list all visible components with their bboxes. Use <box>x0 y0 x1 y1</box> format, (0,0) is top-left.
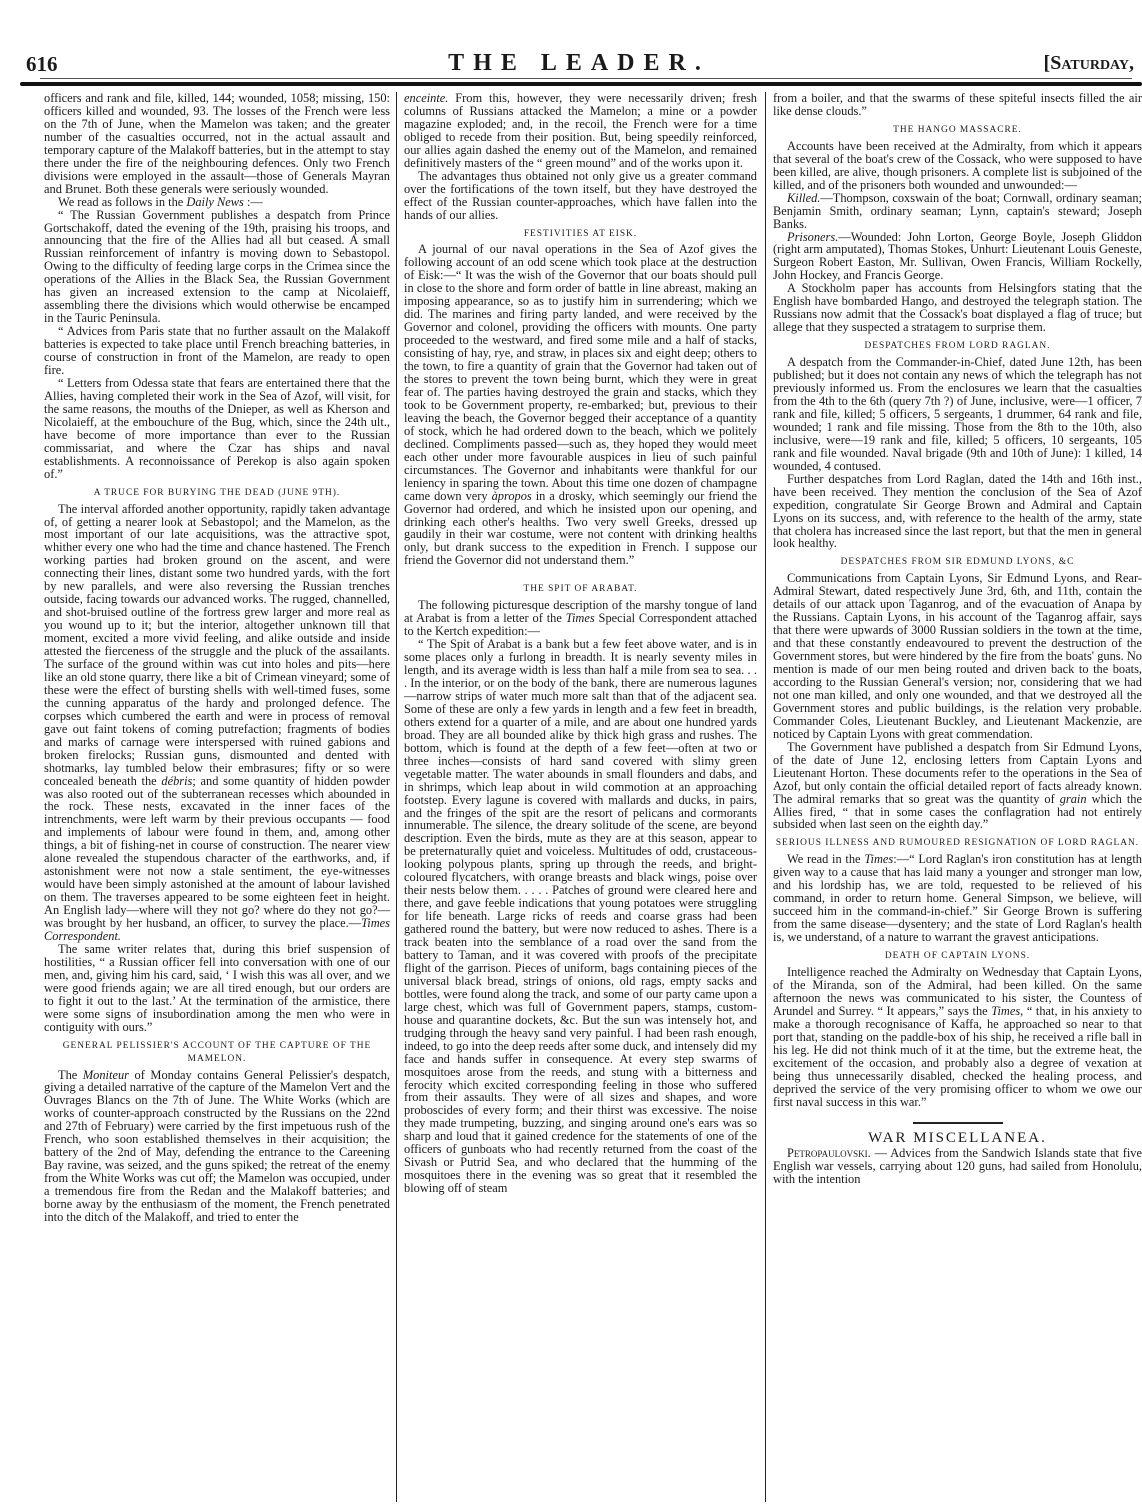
paragraph: Intelligence reached the Admiralty on Wednesday that Captain Lyons, of the Miranda, son of the Admiral, had been killed. On the same afternoon the news was communicated to his sister, the Countess of Arundel and Surrey. “ It appears,” says the Times, “ that, in his anxiety to make a thorough recognisance of Kaffa, he approached so near to that port that, standing on the paddle-box of his ship, he received a rifle ball in his leg. He did not think much of it at the time, but the extreme heat, the excitement of the occasion, and probably also a degree of vexation at being thus unnecessarily disabled, checked the healing process, and deprived the service of the very promising officer to whom we owe our first naval success in this war.” <box>773 965 1142 1109</box>
paragraph: A despatch from the Commander-in-Chief, dated June 12th, has been published; but it does not contain any news of which the telegraph has not previously informed us. From the enclosures we learn that the casualties from the 4th to the 6th (query 7th ?) of June, inclusive, were—1 officer, 7 rank and file, killed; 5 officers, 5 sergeants, 1 drummer, 64 rank and file, wounded; 1 rank and file missing. Those from the 8th to the 10th, also inclusive, were—19 rank and file, killed; 5 officers, 10 sergeants, 105 rank and file wounded. Naval brigade (9th and 10th of June): 1 killed, 14 wounded, 4 contused. <box>773 355 1142 473</box>
paragraph: enceinte. From this, however, they were necessarily driven; fresh columns of Russians attacked the Mamelon; a mine or a powder magazine exploded; and, in the recoil, the French were for a time obliged to recede from their position. But, being speedily reinforced, our allies again dashed the enemy out of the Mamelon, and remained definitively masters of the “ green mound” and of the works upon it. <box>404 92 757 170</box>
quoted-paragraph: “ The Spit of Arabat is a bank but a few feet above water, and is in some places only a furlong in breadth. It is nearly seventy miles in length, and its average width is less than half a mile from sea to sea. . . . In the interior, or on the body of the bank, there are numerous lagunes—narrow strips of water much more salt than that of the adjacent sea. Some of these are only a few yards in length and a few feet in breadth, others extend for a quarter of a mile, and are about one hundred yards broad. They are all bounded alike by thick high grass and rushes. The bottom, which is found at the depth of a few feet—often at two or three inches—consists of hard sand covered with slimy green vegetable matter. The water abounds in small flounders and dabs, and in shrimps, which leap about in wild commotion at an approaching footstep. Every lagune is covered with mallards and ducks, in pairs, and the fringes of the spit are the resort of pelicans and cormorants innumerable. The silence, the dreary solitude of the scene, are beyond description. Even the birds, mute as they are at this season, appear to be preternaturally quiet and voiceless. Multitudes of odd, crustaceous-looking polypous plants, spring up through the reeds, and bright-coloured flycatchers, with orange breasts and black wings, poise over their nests below them. . . . . Patches of ground were cleared here and there, and gave feeble indications that young potatoes were struggling for life beneath. Large ricks of reeds and coarse grass had been gathered round the battery, but were now reduced to ashes. There is a track beaten into the semblance of a road over the sand from the battery to Taman, and it was covered with proofs of the precipitate flight of the garrison. Pieces of uniform, bags containing pieces of the universal black bread, strings of onions, old rags, empty sacks and bottles, were found along the track, and some of our party came upon a large chest, which was full of Government papers, stamps, custom-house and quarantine dockets, &c. But the sun was intensely hot, and trudging through the heavy sand very painful. I had been rash enough, indeed, to go into the deep reeds after some duck, and intensely did my face and hands suffer in consequence. At every step swarms of mosquitoes arose from the reeds, and stung with a bitterness and ferocity which excited corresponding feeling in those who suffered from their assaults. They were of all sizes and shapes, and wore proboscides of every form; and their thirst was excessive. The noise they made trumpeting, buzzing, and singing around one's ears was so sharp and loud that it gained credence for the statements of one of the officers of gunboats who had recently returned from the coast of the Sivash or Putrid Sea, and who declared that the humming of the mosquitoes there in the evening was so great that it resembled the blowing off of steam <box>404 637 757 1196</box>
article-columns <box>44 92 1142 1502</box>
paragraph: Further despatches from Lord Raglan, dated the 14th and 16th inst., have been received. They mention the conclusion of the Sea of Azof expedition, congratulate Sir George Brown and Admiral and Captain Lyons on its success, and, with reference to the health of the army, state that cholera has increased since the last report, but that the men in general look healthy. <box>773 471 1142 551</box>
section-title: WAR MISCELLANEA. <box>868 1130 1047 1147</box>
section-heading: THE HANGO MASSACRE. <box>893 124 1022 135</box>
column-3 <box>766 92 1142 1502</box>
paragraph: officers and rank and file, killed, 144; wounded, 1058; missing, 150: officers killed and wounded, 93. The losses of the French were less on the 7th of June, when the Mamelon was taken; and the greater number of the casualties occurred, not in the actual assault and temporary capture of the Malakoff batteries, but in the attempt to stay there under the fire of the neighbouring defences. Only two French divisions were employed in the assault—those of Generals Mayran and Brunet. Both these generals were seriously wounded. <box>44 92 390 196</box>
section-heading: DESPATCHES FROM SIR EDMUND LYONS, &C <box>840 557 1075 568</box>
paragraph: We read as follows in the Daily News :— <box>58 194 263 209</box>
paragraph: The advantages thus obtained not only give us a greater command over the fortifications of the town itself, but they have destroyed the effect of the Russian counter-approaches, which have fallen into the hands of our allies. <box>404 168 757 222</box>
section-heading: FESTIVITIES AT EISK. <box>523 228 638 239</box>
paragraph: Prisoners.—Wounded: John Lorton, George Boyle, Joseph Gliddon (right arm amputated), Thomas Stokes, Unhurt: Lieutenant Louis Geneste, Surgeon Robert Easton, Mr. Sullivan, Owen Francis, William Rockelly, John Hockey, and Francis George. <box>773 229 1142 283</box>
paragraph: A Stockholm paper has accounts from Helsingfors stating that the English have bombarded Hango, and destroyed the telegraph station. The Russians now admit that the Cossack's boat displayed a flag of truce; but allege that they suspected a stratagem to surprise them. <box>773 281 1142 335</box>
column-2 <box>396 92 766 1502</box>
quoted-paragraph: “ The Russian Government publishes a despatch from Prince Gortschakoff, dated the evening of the 19th, praising his troops, and announcing that the fire of the Allies had all but ceased. A small Russian reinforcement of infantry is moving down to Sebastopol. Owing to the difficulty of feeding large corps in the Crimea since the operations of the Allies in the Black Sea, the Russian Government has given an increased extension to the camp at Nicolaieff, assembling there the divisions which would otherwise be encamped in the Tauric Peninsula. <box>44 207 390 326</box>
masthead-rule <box>20 82 1142 86</box>
paragraph: The same writer relates that, during this brief suspension of hostilities, “ a Russian officer fell into conversation with one of our men, and, giving him his card, said, ‘ I wish this was all over, and we were good friends again; we are all tired enough, but our orders are to fight it out to the last.’ At the termination of the armistice, there were some signs of insubordination among the men who were in contiguity with ours.” <box>44 941 390 1034</box>
paragraph: The Government have published a despatch from Sir Edmund Lyons, of the date of June 12, enclosing letters from Captain Lyons and Lieutenant Horton. These documents refer to the operations in the Sea of Azof, but only contain the official detailed report of facts already known. The admiral remarks that so great was the quantity of grain which the Allies fired, “ that in some cases the conflagration had not entirely subsided when last seen on the eighth day.” <box>773 739 1142 832</box>
section-heading: A TRUCE FOR BURYING THE DEAD (JUNE 9TH). <box>93 487 341 498</box>
section-divider <box>913 1122 1003 1124</box>
paragraph: Killed.—Thompson, coxswain of the boat; Cornwall, ordinary seaman; Benjamin Smith, ordinary seaman; Lynn, captain's steward; Joseph Banks. <box>773 190 1142 231</box>
paragraph: Accounts have been received at the Admiralty, from which it appears that several of the boat's crew of the Cossack, who were supposed to have been killed, are alive, though prisoners. A complete list is subjoined of the killed, and of the prisoners both wounded and unwounded:— <box>773 138 1142 192</box>
column-1 <box>44 92 396 1502</box>
paragraph: Petropaulovski. — Advices from the Sandwich Islands state that five English war vessels, carrying about 120 guns, had sailed from Honolulu, with the intention <box>773 1146 1142 1187</box>
paragraph: The following picturesque description of the marshy tongue of land at Arabat is from a letter of the Times Special Correspondent attached to the Kertch expedition:— <box>404 598 757 639</box>
quoted-paragraph: “ Advices from Paris state that no further assault on the Malakoff batteries is expected to take place until French breaching batteries, in course of construction in front of the Mamelon, are ready to open fire. <box>44 324 390 378</box>
section-heading: DEATH OF CAPTAIN LYONS. <box>884 951 1031 962</box>
paragraph: The Moniteur of Monday contains General Pelissier's despatch, giving a detailed narrative of the capture of the Mamelon Vert and the Ouvrages Blancs on the 7th of June. The White Works (which are works of counter-approach constructed by the Russians on the 22nd and 27th of February) were carried by the first impetuous rush of the French, who soon established themselves in their acquisition; the battery of the 2nd of May, defending the entrance to the Careening Bay ravine, was seized, and the guns spiked; the retreat of the enemy from the White Works was cut off; the Mamelon was occupied, under a tremendous fire from the Redan and the Malakoff batteries; and borne away by the enthusiasm of the moment, the French penetrated into the ditch of the Malakoff, and tried to enter the <box>44 1067 390 1225</box>
paragraph: We read in the Times:—“ Lord Raglan's iron constitution has at length given way to a cause that has laid many a younger and stronger man low, and his lordship has, we are told, requested to be relieved of his command, in order to return home. General Simpson, we believe, will succeed him in the command-in-chief.” Sir George Brown is suffering from the same disease—dysentery; and the state of Lord Raglan's health is, we understand, of a nature to warrant the gravest anticipations. <box>773 852 1142 945</box>
paragraph: Communications from Captain Lyons, Sir Edmund Lyons, and Rear-Admiral Stewart, dated respectively June 3rd, 6th, and 11th, contain the details of our attack upon Taganrog, and of the evacuation of Anapa by the Russians. Captain Lyons, in his account of the Taganrog affair, says that there were upwards of 3000 Russian soldiers in the town at the time, and that these constantly endeavoured to prevent the destruction of the Government stores, but were hindered by the fire from the boats' guns. No mention is made of our men being routed and driven back to the boats, according to the Russian General's version; nor, considering that we had not one man killed, and only one wounded, and that we destroyed all the Government stores and public buildings, is the relation very probable. Commander Coles, Lieutenant Buckley, and Lieutenant Mackenzie, are noticed by Captain Lyons with great commendation. <box>773 571 1142 741</box>
section-heading: GENERAL PELISSIER'S ACCOUNT OF THE CAPTURE OF THE MAMELON. <box>62 1040 372 1064</box>
paragraph: from a boiler, and that the swarms of these spiteful insects filled the air like dense clouds.” <box>773 92 1142 118</box>
masthead <box>16 48 1142 78</box>
newspaper-title: THE LEADER. <box>448 50 710 76</box>
section-heading: SERIOUS ILLNESS AND RUMOURED RESIGNATION OF LORD RAGLAN. <box>775 838 1140 849</box>
page-number: 616 <box>26 52 58 76</box>
dateline-day: [Saturday, <box>1043 52 1134 74</box>
section-heading: THE SPIT OF ARABAT. <box>523 584 638 595</box>
section-heading: DESPATCHES FROM LORD RAGLAN. <box>864 341 1051 352</box>
paragraph: The interval afforded another opportunity, rapidly taken advantage of, of getting a nearer look at Sebastopol; and the Mamelon, as the most important of our late acquisitions, was the attractive spot, whither every one who had the time and chance hastened. The French working parties had broken ground on the ascent, and were connecting their lines, distant some two hundred yards, with the fort by new parallels, and were also reversing the Russian trenches outside, facing towards our advanced works. The rugged, channelled, and shot-bruised outline of the fortress grew larger and more real as you wound up to it; but the interior, altogether unknown till that moment, excited a more vivid feeling, and alike outside and inside attested the fierceness of the struggle and the pluck of the assailants. The surface of the ground within was cut into holes and pits—here like an old stone quarry, there like a bit of Crimean vineyard; some of these were the effect of bursting shells with well-timed fuses, some the cunning apparatus of the hardy and prolonged defence. The corpses which cumbered the earth and were in process of removal gave out faint tokens of coming putrefaction; fragments of bodies and marks of carnage were interspersed with ruined gabions and broken firelocks; Russian guns, dismounted and dented with shotmarks, lay tumbled below their embrasures; fifty or so were concealed beneath the débris; and some quantity of hidden powder was also rooted out of the subterranean recesses which abounded in the rock. These nests, excavated in the inner faces of the intrenchments, were left warm by their previous occupants — food and implements of labour were found in them, and, among other things, a bit of fishing-net in course of construction. The nearer view alone revealed the stupendous character of the earthworks, and, if astonishment were not now a stale sentiment, the eye-witnesses would have been simply astonished at the amount of labour lavished on them. The traverses appeared to be some eighteen feet in height. An English lady—where will they not go? where do they not go?—was brought by her husband, an officer, to survey the place.—Times Correspondent. <box>44 501 391 943</box>
masthead-thin-rule <box>40 78 1132 79</box>
quoted-paragraph: “ Letters from Odessa state that fears are entertained there that the Allies, having completed their work in the Sea of Azof, will visit, for the same reasons, the mouths of the Dnieper, as well as Kherson and Nicolaieff, at the embouchure of the Bug, which, since the 24th ult., have become of more importance than ever to the Russian commissariat, and where the Czar has ships and naval establishments. A reconnoissance of Perekop is also again spoken of.” <box>44 375 390 481</box>
paragraph: A journal of our naval operations in the Sea of Azof gives the following account of an odd scene which took place at the destruction of Eisk:—“ It was the wish of the Governor that our boats should pull in close to the shore and form order of battle in line abreast, making an imposing appearance, so as to justify him in surrendering; which we did. The marines and firing party landed, and were received by the Governor and colonel, providing the officers with mounts. One party proceeded to the westward, and fired some mile and a half of stacks, consisting of hay, rye, and straw, in places six and eight deep; others to the town, to fire a quantity of grain that the Governor had taken out of the stores to prevent the town being burnt, which they were in great fear of. The parties having destroyed the grain and stacks, which they took to be Government property, re-embarked; but, previous to their leaving the beach, the Governor begged their acceptance of a quantity of stock, which he had ordered down to the beach, which we politely declined. Compliments passed—such as, they hoped they would meet each other under more favourable auspices in lieu of such painful circumstances. The Governor and inhabitants were thankful for our leniency in sparing the town. About this time one dozen of champagne came down very àpropos in a drosky, which seemingly our friend the Governor had ordered, and which he insisted upon our opening, and drinking each other's healths. Two very swell Greeks, dressed up gaudily in their war costume, were not content with drinking healths only, but drank success to the expedition in French. I suppose our friend the Governor did not understand them.” <box>404 242 757 568</box>
